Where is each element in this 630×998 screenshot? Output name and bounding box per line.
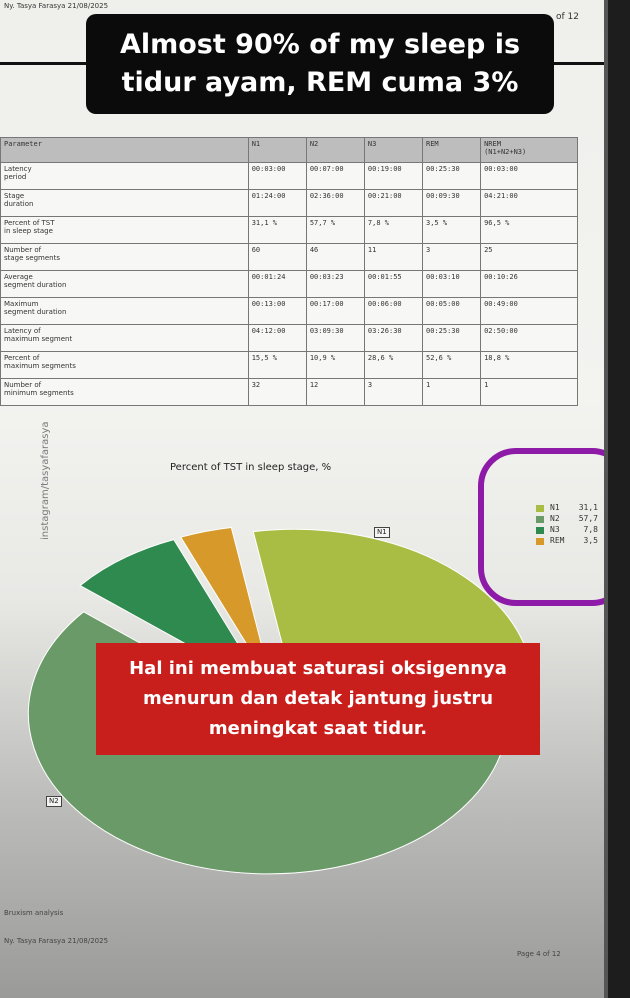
table-value-cell: 3 [364,379,422,406]
param-text: Number of [4,381,42,389]
param-text: maximum segments [4,362,76,370]
param-text: Percent of [4,354,40,362]
table-value-cell: 01:24:00 [248,190,306,217]
table-value-cell: 1 [481,379,578,406]
table-value-cell: 32 [248,379,306,406]
callout-line-1: Hal ini membuat saturasi oksigennya [129,658,507,679]
title-line-2: tidur ayam, REM cuma 3% [121,67,519,98]
param-text: Latency of [4,327,41,335]
table-value-cell: 18,8 % [481,352,578,379]
param-text: in sleep stage [4,227,53,235]
table-value-cell: 00:49:00 [481,298,578,325]
table-header-cell: REM [423,138,481,163]
table-value-cell: 31,1 % [248,217,306,244]
param-text: Number of [4,246,42,254]
table-value-cell: 57,7 % [306,217,364,244]
header-page-count: of 12 [556,12,579,22]
right-edge-strip [606,0,630,998]
param-text: duration [4,200,34,208]
table-header-cell: N1 [248,138,306,163]
legend-value: 31,1 [578,503,598,512]
table-value-cell: 04:21:00 [481,190,578,217]
param-text: segment duration [4,308,67,316]
table-value-cell: 04:12:00 [248,325,306,352]
table-header-cell: Parameter [1,138,249,163]
legend-value: 57,7 [578,514,598,523]
table-value-cell: 02:50:00 [481,325,578,352]
table-value-cell: 25 [481,244,578,271]
slice-label-n2: N2 [46,796,62,807]
legend-label: N1 [550,503,560,512]
table-value-cell: 00:03:00 [481,163,578,190]
param-text: Maximum [4,300,39,308]
param-text: Percent of TST [4,219,55,227]
table-value-cell: 00:01:55 [364,271,422,298]
table-value-cell: 03:26:30 [364,325,422,352]
chart-title: Percent of TST in sleep stage, % [170,462,332,473]
param-text: stage segments [4,254,61,262]
watermark: instagram/tasyafarasya [40,421,51,540]
table-value-cell: 00:06:00 [364,298,422,325]
param-text: maximum segment [4,335,73,343]
table-value-cell: 52,6 % [423,352,481,379]
table-value-cell: 00:19:00 [364,163,422,190]
table-value-cell: 00:03:23 [306,271,364,298]
legend-label: N3 [550,525,560,534]
footer-page: Page 4 of 12 [517,950,561,958]
table-value-cell: 46 [306,244,364,271]
legend-label: REM [550,536,565,545]
table-value-cell: 15,5 % [248,352,306,379]
table-value-cell: 28,6 % [364,352,422,379]
table-value-cell: 00:07:00 [306,163,364,190]
table-value-cell: 00:03:00 [248,163,306,190]
table-value-cell: 00:03:10 [423,271,481,298]
table-value-cell: 10,9 % [306,352,364,379]
callout-line-3: meningkat saat tidur. [208,718,428,739]
param-text: Stage [4,192,25,200]
table-value-cell: 60 [248,244,306,271]
table-value-cell: 00:25:30 [423,163,481,190]
table-value-cell: 3 [423,244,481,271]
param-text: minimum segments [4,389,74,397]
table-header-cell: NREM (N1+N2+N3) [481,138,578,163]
legend-label: N2 [550,514,560,523]
right-edge-line [604,0,608,998]
param-text: period [4,173,27,181]
table-value-cell: 00:13:00 [248,298,306,325]
table-value-cell: 00:10:26 [481,271,578,298]
table-value-cell: 00:09:30 [423,190,481,217]
table-value-cell: 96,5 % [481,217,578,244]
legend-value: 3,5 [583,536,598,545]
table-value-cell: 02:36:00 [306,190,364,217]
table-header-cell: N2 [306,138,364,163]
table-value-cell: 00:17:00 [306,298,364,325]
legend-value: 7,8 [583,525,598,534]
table-header-cell: N3 [364,138,422,163]
table-value-cell: 3,5 % [423,217,481,244]
header-patient: Ny. Tasya Farasya 21/08/2025 [4,2,109,10]
param-text: Average [4,273,33,281]
table-value-cell: 00:25:30 [423,325,481,352]
param-text: Latency [4,165,32,173]
table-value-cell: 1 [423,379,481,406]
footer-section: Bruxism analysis [4,909,64,917]
caption-callout [96,643,540,755]
title-line-1: Almost 90% of my sleep is [119,29,521,60]
table-value-cell: 12 [306,379,364,406]
table-value-cell: 7,8 % [364,217,422,244]
table-value-cell: 00:01:24 [248,271,306,298]
table-value-cell: 00:21:00 [364,190,422,217]
callout-line-2: menurun dan detak jantung justru [142,688,494,709]
param-text: segment duration [4,281,67,289]
table-value-cell: 03:09:30 [306,325,364,352]
slice-label-n1: N1 [374,527,390,538]
table-value-cell: 11 [364,244,422,271]
footer-patient: Ny. Tasya Farasya 21/08/2025 [4,937,109,945]
table-value-cell: 00:05:00 [423,298,481,325]
